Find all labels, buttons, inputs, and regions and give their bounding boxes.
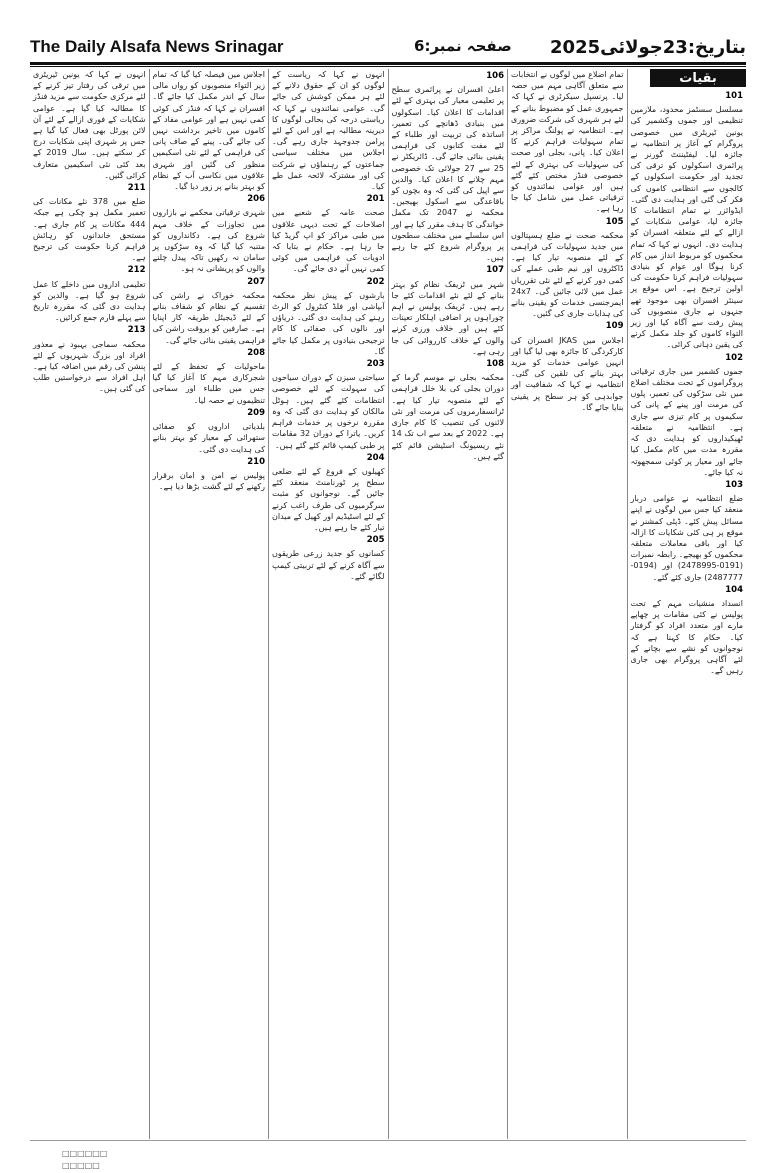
continuation-number: 105: [605, 216, 624, 227]
article-columns: [30, 69, 746, 1139]
continuation-number: 109: [605, 321, 624, 332]
continuation-number: 208: [247, 347, 265, 358]
continuation-number: 209: [247, 407, 265, 418]
continuation-number: 204: [366, 452, 385, 463]
article-text: انسداد منشیات مہم کے تحت پولیس نے کئی مقامات پر چھاپے مارے اور متعدد افراد کو گرفتار کیا۔ حکام کا کہنا ہے کہ نوجوانوں کو نشے سے بچانے کے لئے آگاہی پروگرام بھی جاری رہیں گے۔: [630, 598, 743, 676]
masthead-rule-thin: [30, 66, 746, 67]
continuation-number: 202: [366, 276, 385, 287]
page-number: صفحہ نمبر:6: [414, 37, 512, 55]
masthead: [30, 32, 746, 62]
article-text: محکمہ سماجی بہبود نے معذور افراد اور بزرگ شہریوں کے لئے پنشن کی رقم میں اضافہ کیا ہے۔ اہل افراد سے درخواستیں طلب کی گئی ہیں۔: [33, 339, 146, 394]
article-text: ماحولیات کے تحفظ کے لئے شجرکاری مہم کا آغاز کیا گیا جس میں طلباء اور سماجی تنظیموں نے حصہ لیا۔: [152, 362, 265, 405]
article-text: کسانوں کو جدید زرعی طریقوں سے آگاہ کرنے کے لئے تربیتی کیمپ لگائے گئے۔: [272, 549, 385, 581]
continuation-number: 101: [725, 91, 743, 101]
continuation-number: 102: [725, 352, 743, 363]
article-text: تمام اضلاع میں لوگوں نے انتخابات سے متعلق آگاہی مہم میں حصہ لیا۔ پرنسپل سیکرٹری نے کہا کہ جمہوری عمل کو مضبوط بنانے کے لئے ہر شہری کی شرکت ضروری ہے۔ انتظامیہ نے پولنگ مراکز پر تمام سہولیات فراہم کرنے کا اعلان کیا۔ پانی، بجلی اور صحت کی سہولیات کی بہتری کے لئے خصوصی فنڈز مختص کئے گئے ہیں اور عوامی نمائندوں کو ترقیاتی عمل میں شامل کیا جا رہا ہے۔: [511, 70, 624, 214]
news-column: [627, 69, 747, 1139]
article-text: پولیس نے امن و امان برقرار رکھنے کے لئے گشت بڑھا دیا ہے۔: [152, 470, 265, 492]
article-text: محکمہ صحت نے ضلع ہسپتالوں میں جدید سہولیات کی فراہمی کے لئے منصوبہ تیار کیا ہے۔ ڈاکٹروں اور نیم طبی عملے کی کمی دور کرنے کے لئے نئی تقرریاں عمل میں لائی جائیں گی۔ 24x7 ایمرجنسی خدمات کو یقینی بنانے کی ہدایات جاری کی گئیں۔: [511, 230, 624, 319]
continuation-number: 103: [725, 479, 743, 490]
article-text: صحت عامہ کے شعبے میں اصلاحات کے تحت دیہی علاقوں میں طبی مراکز کو اپ گریڈ کیا جا رہا ہے۔ حکام نے بتایا کہ ادویات کی فراہمی میں کوئی کمی نہیں آنے دی جائے گی۔: [272, 208, 385, 274]
article-text: شہر میں ٹریفک نظام کو بہتر بنانے کے لئے نئے اقدامات کئے جا رہے ہیں۔ ٹریفک پولیس نے اہم چوراہوں پر اضافی اہلکار تعینات کئے ہیں اور خلاف ورزی کرنے والوں کے خلاف کارروائی کی جا رہی ہے۔: [391, 279, 504, 356]
article-text: مسلسل سسٹمز محدود، ملازمین تنظیمی اور جموں وکشمیر کی یونین ٹیریٹری میں خصوصی پروگرام کے آغاز پر انتظامیہ نے جائزہ لیا۔ لیفٹیننٹ گورنر نے پرائمری اسکولوں کو ترقی کی تجدید اور حکومت اسکولوں کے کالجوں سے انتظامی کاموں کی فکر کی گئی اور ہدایت دی گئی۔ ایڈوائزر نے تمام انتظامات کا جائزہ لیا، عوامی شکایات کے ازالے کے لئے متعلقہ افسران کو ہدایت دی۔ انہوں نے کہا کہ تمام محکموں کو مربوط انداز میں کام کرنا ہوگا اور عوام کو بنیادی سہولیات فراہم کرنا حکومت کی اولین ترجیح ہے۔ اس موقع پر سینئر افسران بھی موجود تھے جنہوں نے جاری منصوبوں کی پیش رفت سے آگاہ کیا اور زیر التواء کاموں کو جلد مکمل کرنے کی یقین دہانی کرائی۔: [630, 105, 743, 350]
masthead-rule: [30, 62, 746, 65]
continuation-number: 106: [486, 71, 504, 81]
article-text: انہوں نے کہا کہ یونین ٹیریٹری میں ترقی کی رفتار تیز کرنے کے لئے مرکزی حکومت سے مزید فنڈز کا مطالبہ کیا گیا ہے۔ عوامی شکایات کے فوری ازالے کے لئے آن لائن پورٹل بھی فعال کیا گیا ہے جس پر شہری اپنی شکایات درج کر سکتے ہیں۔ سال 2019 کے بعد کئی نئی اسکیمیں متعارف کرائی گئیں۔: [33, 70, 146, 180]
continuation-number: 207: [247, 276, 265, 287]
article-text: اجلاس میں JKAS افسران کی کارکردگی کا جائزہ بھی لیا گیا اور انہیں عوامی خدمات کو مزید بہتر بنانے کی تلقین کی گئی۔ انتظامیہ نے کہا کہ شفافیت اور جوابدہی کو ہر سطح پر یقینی بنایا جائے گا۔: [511, 335, 624, 412]
article-text: جموں کشمیر میں جاری ترقیاتی پروگراموں کے تحت مختلف اضلاع میں نئی سڑکوں کی تعمیر، پلوں کی مرمت اور پینے کے پانی کی سکیموں پر کام تیزی سے جاری ہے۔ انتظامیہ نے متعلقہ ٹھیکیداروں کو ہدایت دی کہ مقررہ مدت میں کام مکمل کیا جائے اور معیار پر کوئی سمجھوتہ نہ کیا جائے۔: [630, 366, 743, 477]
continuation-number: 211: [127, 183, 146, 194]
continuation-number: 203: [366, 359, 385, 370]
page-footer: [62, 1148, 107, 1172]
issue-date: بتاریخ:23جولائی2025: [550, 36, 746, 58]
newspaper-title: The Daily Alsafa News Srinagar: [30, 37, 284, 56]
news-column: [268, 69, 388, 1139]
section-banner: بقیات: [650, 69, 746, 87]
news-column: [388, 69, 508, 1139]
article-text: کھیلوں کے فروغ کے لئے ضلعی سطح پر ٹورنامنٹ منعقد کئے جائیں گے۔ نوجوانوں کو مثبت سرگرمیوں کی طرف راغب کرنے کے لئے اسٹیڈیم اور کھیل کے میدان تیار کئے جا رہے ہیں۔: [272, 466, 385, 532]
article-text: انہوں نے کہا کہ ریاست کے لوگوں کو ان کے حقوق دلانے کے لئے ہر ممکن کوشش کی جائے گی۔ عوامی نمائندوں نے کہا کہ ریاستی درجہ کی بحالی لوگوں کا دیرینہ مطالبہ ہے اور اس کے لئے پرامن جدوجہد جاری رہے گی۔ اجلاس میں مختلف سیاسی جماعتوں کے رہنماؤں نے شرکت کی اور مشترکہ لائحہ عمل طے کیا۔: [272, 70, 385, 192]
article-text: بارشوں کے پیش نظر محکمہ آبپاشی اور فلڈ کنٹرول کو الرٹ رہنے کی ہدایت دی گئی۔ دریاؤں اور نالوں کی صفائی کا کام ترجیحی بنیادوں پر مکمل کیا جائے گا۔: [272, 290, 385, 356]
article-text: ضلع انتظامیہ نے عوامی دربار منعقد کیا جس میں لوگوں نے اپنے مسائل پیش کئے۔ ڈپٹی کمشنر نے موقع پر ہی کئی شکایات کا ازالہ کیا اور باقی معاملات متعلقہ محکموں کو بھیجے۔ رابطہ نمبرات (0191-2478995) اور (0194-2487777) جاری کئے گئے۔: [630, 494, 743, 582]
article-text: شہری ترقیاتی محکمے نے بازاروں میں تجاوزات کے خلاف مہم شروع کی ہے۔ دکانداروں کو متنبہ کیا گیا کہ وہ سڑکوں پر سامان نہ رکھیں تاکہ پیدل چلنے والوں کو پریشانی نہ ہو۔: [152, 208, 265, 274]
continuation-number: 107: [486, 265, 504, 276]
footer-rule: [30, 1140, 746, 1141]
continuation-number: 201: [366, 194, 385, 205]
continuation-number: 108: [486, 359, 504, 370]
article-text: تعلیمی اداروں میں داخلے کا عمل شروع ہو گیا ہے۔ والدین کو ہدایت دی گئی کہ مقررہ تاریخ سے پہلے فارم جمع کرائیں۔: [33, 279, 146, 323]
continuation-number: 206: [247, 194, 265, 205]
article-text: اجلاس میں فیصلہ کیا گیا کہ تمام زیر التواء منصوبوں کو رواں مالی سال کے اندر مکمل کیا جائے گا۔ افسران نے کہا کہ فنڈز کی کوئی کمی نہیں ہے اور عوامی مفاد کے کاموں میں تاخیر برداشت نہیں کی جائے گی۔ پینے کے صاف پانی کی فراہمی کے لئے نئی اسکیمیں منظور کی گئیں اور شہری علاقوں میں نکاسی آب کے نظام کو بہتر بنانے پر زور دیا گیا۔: [152, 70, 265, 192]
continuation-number: 213: [127, 325, 146, 336]
article-text: اعلیٰ افسران نے پرائمری سطح پر تعلیمی معیار کی بہتری کے لئے اقدامات کا اعلان کیا۔ اسکولوں میں بنیادی ڈھانچے کی تعمیر، اساتذہ کی تربیت اور طلباء کے لئے مفت کتابوں کی فراہمی یقینی بنائی جائے گی۔ ڈائریکٹر نے 25 سے 27 جولائی تک خصوصی مہم چلانے کا اعلان کیا۔ والدین سے اپیل کی گئی کہ وہ بچوں کو باقاعدگی سے اسکول بھیجیں۔ محکمہ نے 2047 تک مکمل خواندگی کا ہدف مقرر کیا ہے اور اس سلسلے میں مختلف سطحوں پر پروگرام شروع کئے جا رہے ہیں۔: [391, 85, 504, 263]
continuation-number: 210: [247, 456, 265, 467]
article-text: سیاحتی سیزن کے دوران سیاحوں کی سہولت کے لئے خصوصی انتظامات کئے گئے ہیں۔ ہوٹل مالکان کو ہدایت دی گئی کہ وہ مقررہ نرخوں پر خدمات فراہم کریں۔ یاترا کے دوران 32 مقامات پر طبی کیمپ قائم کئے گئے ہیں۔: [272, 373, 385, 450]
continuation-number: 104: [725, 584, 743, 595]
news-column: [30, 69, 149, 1139]
news-column: [507, 69, 627, 1139]
footer-line: □□□□□□: [62, 1149, 108, 1158]
article-text: بلدیاتی اداروں کو صفائی ستھرائی کے معیار کو بہتر بنانے کی ہدایت دی گئی۔: [152, 422, 265, 454]
continuation-number: 212: [127, 265, 146, 276]
article-text: ضلع میں 378 نئے مکانات کی تعمیر مکمل ہو چکی ہے جبکہ 444 مکانات پر کام جاری ہے۔ مستحق خاندانوں کو رہائش فراہم کرنا حکومت کی ترجیح ہے۔: [33, 197, 146, 263]
news-column: [149, 69, 269, 1139]
article-text: محکمہ بجلی نے موسم گرما کے دوران بجلی کی بلا خلل فراہمی کے لئے منصوبہ تیار کیا ہے۔ ٹرانسفارمروں کی مرمت اور نئی لائنوں کی تنصیب کا کام جاری ہے۔ 2022 کے بعد سے اب تک 14 نئے ریسیونگ اسٹیشن قائم کئے گئے ہیں۔: [391, 373, 504, 461]
footer-line: □□□□□: [62, 1161, 100, 1170]
article-text: محکمہ خوراک نے راشن کی تقسیم کے نظام کو شفاف بنانے کے لئے ڈیجیٹل طریقہ کار اپنایا ہے۔ صارفین کو بروقت راشن کی فراہمی یقینی بنائی جائے گی۔: [152, 290, 265, 345]
continuation-number: 205: [366, 535, 385, 546]
